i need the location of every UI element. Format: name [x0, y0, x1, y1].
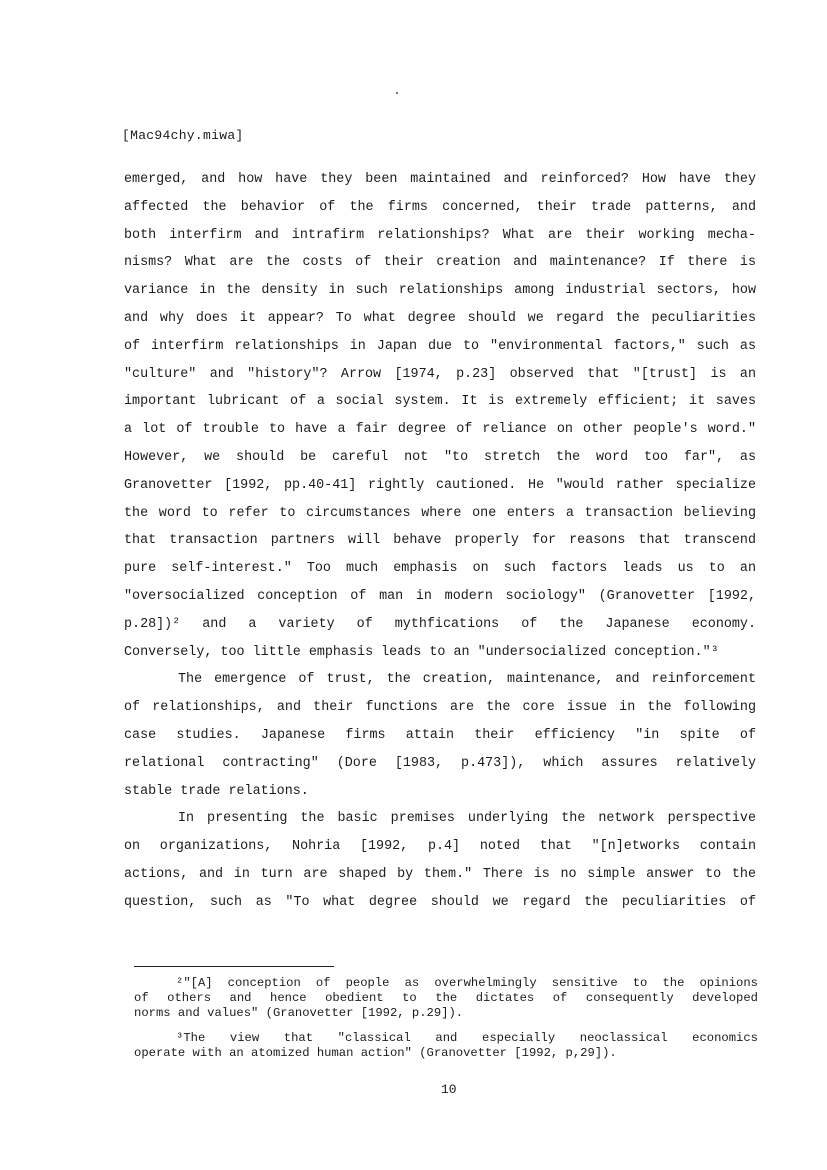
body-line: a lot of trouble to have a fair degree of reliance on other people's word."	[124, 422, 756, 438]
body-line: p.28])² and a variety of mythfications of the Japanese economy.	[124, 616, 756, 632]
body-line: "oversocialized conception of man in modern sociology" (Granovetter [1992,	[124, 588, 756, 604]
body-line: of relationships, and their functions are the core issue in the following	[124, 700, 756, 716]
footnote	[134, 1031, 758, 1061]
footnote-spacer	[134, 1021, 758, 1031]
body-text	[124, 166, 756, 917]
body-line: emerged, and how have they been maintained and reinforced? How have they	[124, 172, 756, 187]
body-line: "culture" and "history"? Arrow [1974, p.23] observed that "[trust] is an	[124, 366, 756, 382]
document-header: [Mac94chy.miwa]	[122, 128, 244, 143]
body-line: pure self-interest." Too much emphasis on such factors leads us to an	[124, 561, 756, 577]
footnote-line: ³The view that "classical and especially neoclassical economics	[176, 1031, 758, 1045]
body-line: nisms? What are the costs of their creation and maintenance? If there is	[124, 255, 756, 271]
body-line: variance in the density in such relationships among industrial sectors, how	[124, 283, 756, 299]
body-line: and why does it appear? To what degree should we regard the peculiarities	[124, 310, 756, 326]
body-line: on organizations, Nohria [1992, p.4] noted that "[n]etworks contain	[124, 839, 756, 855]
page-number: 10	[441, 1082, 457, 1097]
body-line: question, such as "To what degree should we regard the peculiarities of	[124, 894, 756, 910]
body-line: that transaction partners will behave properly for reasons that transcend	[124, 533, 756, 549]
body-line: Granovetter [1992, pp.40-41] rightly cautioned. He "would rather specialize	[124, 477, 756, 493]
body-line: relational contracting" (Dore [1983, p.473]), which assures relatively	[124, 755, 756, 771]
body-line: affected the behavior of the firms concerned, their trade patterns, and	[124, 199, 756, 215]
body-line: both interfirm and intrafirm relationships? What are their working mecha-	[124, 227, 756, 243]
body-line: of interfirm relationships in Japan due to "environmental factors," such as	[124, 338, 756, 354]
footnote	[134, 976, 758, 1021]
footnotes	[134, 976, 758, 1061]
body-line: actions, and in turn are shaped by them." There is no simple answer to the	[124, 866, 756, 882]
scan-speck	[396, 92, 398, 94]
body-line: Conversely, too little emphasis leads to an "undersocialized conception."³	[124, 644, 719, 660]
body-line: the word to refer to circumstances where one enters a transaction believing	[124, 505, 756, 521]
footnote-line: of others and hence obedient to the dictates of consequently developed	[134, 991, 758, 1005]
footnote-divider	[134, 966, 334, 967]
footnote-line: operate with an atomized human action" (Granovetter [1992, p,29]).	[134, 1046, 617, 1060]
body-line: case studies. Japanese firms attain their efficiency "in spite of	[124, 727, 756, 743]
body-line: The emergence of trust, the creation, maintenance, and reinforcement	[178, 672, 756, 688]
body-line: important lubricant of a social system. It is extremely efficient; it saves	[124, 394, 756, 410]
body-line: stable trade relations.	[124, 783, 309, 799]
footnote-line: ²"[A] conception of people as overwhelmingly sensitive to the opinions	[176, 976, 758, 990]
body-line: In presenting the basic premises underlying the network perspective	[178, 811, 756, 827]
footnote-line: norms and values" (Granovetter [1992, p.29]).	[134, 1006, 464, 1020]
body-line: However, we should be careful not "to stretch the word too far", as	[124, 449, 756, 465]
